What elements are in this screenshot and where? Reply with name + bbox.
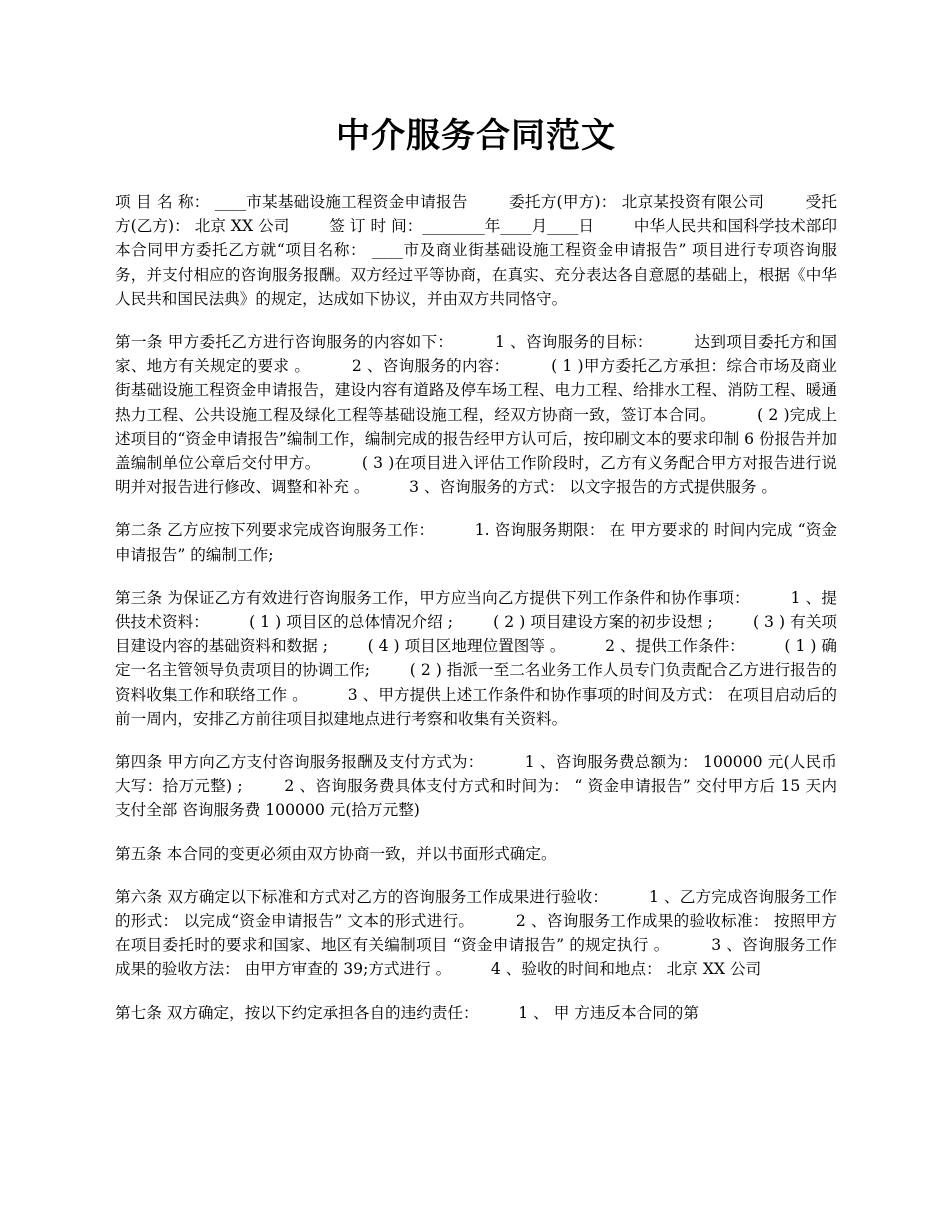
article-4-paragraph: 第四条 甲方向乙方支付咨询服务报酬及支付方式为： 1 、咨询服务费总额为： 100000 元(人民币大写：拾万元整) ; 2 、咨询服务费具体支付方式和时间为： “ 资金申请报告” 交付甲方后 15 天内支付全部 咨询服务费 100000 元(拾万元整) [115, 753, 837, 820]
article-7-paragraph: 第七条 双方确定，按以下约定承担各自的违约责任： 1 、 甲 方违反本合同的第 [115, 1003, 699, 1022]
article-5-paragraph: 第五条 本合同的变更必须由双方协商一致，并以书面形式确定。 [115, 844, 557, 863]
article-1-paragraph: 第一条 甲方委托乙方进行咨询服务的内容如下： 1 、咨询服务的目标： 达到项目委托方和国家、地方有关规定的要求 。 2 、咨询服务的内容： ( 1 )甲方委托乙方承担：综合市场及商业街基础设施工程资金申请报告，建设内容有道路及停车场工程、电力工程、给排水工程、消防工程、暖通热力工程、公共设施工程及绿化工程等基础设施工程，经双方协商一致，签订本合同。 ( 2 )完成上述项目的“资金申请报告”编制工作，编制完成的报告经甲方认可后，按印刷文本的要求印制 6 份报告并加盖编制单位公章后交付甲方。 ( 3 )在项目进入评估工作阶段时，乙方有义务配合甲方对报告进行说明并对报告进行修改、调整和补充 。 3 、咨询服务的方式： 以文字报告的方式提供服务 。 [115, 333, 837, 497]
article-3-paragraph: 第三条 为保证乙方有效进行咨询服务工作，甲方应当向乙方提供下列工作条件和协作事项： 1 、提供技术资料： ( 1 ) 项目区的总体情况介绍 ; ( 2 ) 项目建设方案的初步设想 ; ( 3 ) 有关项目建设内容的基础资料和数据 ; ( 4 ) 项目区地理位置图等 。 2 、提供工作条件： ( 1 ) 确定一名主管领导负责项目的协调工作; ( 2 ) 指派一至二名业务工作人员专门负责配合乙方进行报告的资料收集工作和联络工作 。 3 、甲方提供上述工作条件和协作事项的时间及方式： 在项目启动后的前一周内，安排乙方前往项目拟建地点进行考察和收集有关资料。 [115, 588, 837, 728]
document-title: 中介服务合同范文 [336, 116, 616, 156]
article-2-paragraph: 第二条 乙方应按下列要求完成咨询服务工作： 1. 咨询服务期限： 在 甲方要求的 时间内完成 “资金申请报告” 的编制工作; [115, 521, 837, 564]
contract-intro-paragraph: 项 目 名 称： ____市某基础设施工程资金申请报告 委托方(甲方)： 北京某投资有限公司 受托方(乙方)： 北京 XX 公司 签 订 时 间：________年____月____日 中华人民共和国科学技术部印 本合同甲方委托乙方就“项目名称： ____市及商业街基础设施工程资金申请报告” 项目进行专项咨询服务，并支付相应的咨询服务报酬。双方经过平等协商，在真实、充分表达各自意愿的基础上，根据《中华人民共和国民法典》的规定，达成如下协议，并由双方共同恪守。 [115, 193, 877, 308]
article-6-paragraph: 第六条 双方确定以下标准和方式对乙方的咨询服务工作成果进行验收： 1 、乙方完成咨询服务工作的形式： 以完成“资金申请报告” 文本的形式进行。 2 、咨询服务工作成果的验收标准： 按照甲方在项目委托时的要求和国家、地区有关编制项目 “资金申请报告” 的规定执行 。 3 、咨询服务工作成果的验收方法： 由甲方审查的 39;方式进行 。 4 、验收的时间和地点： 北京 XX 公司 [115, 887, 837, 979]
